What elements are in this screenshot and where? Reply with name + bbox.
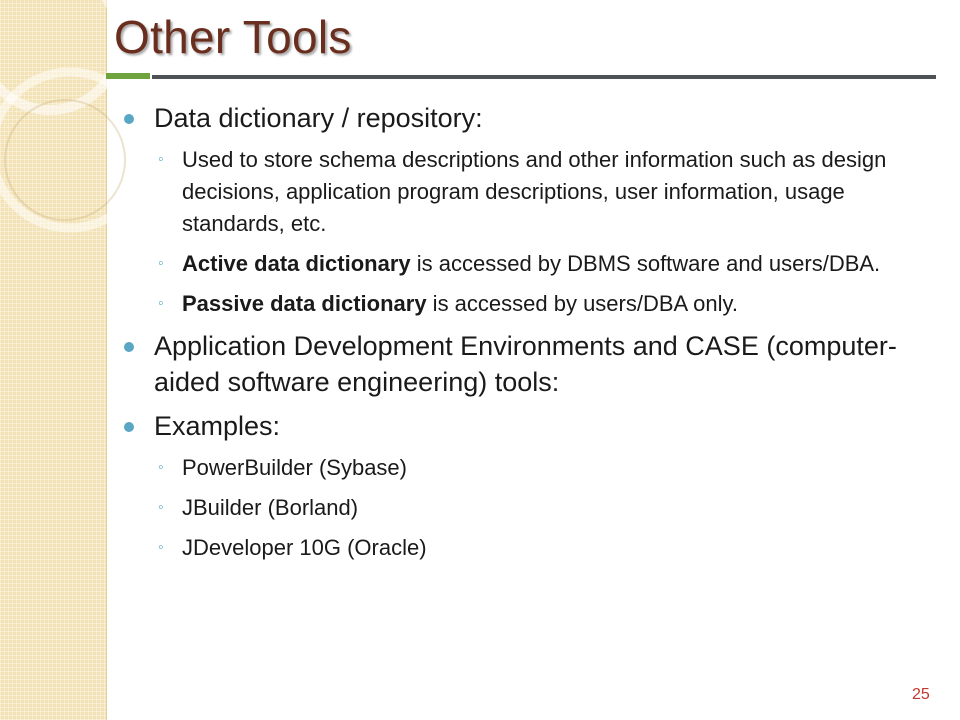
list-item-bold: Passive data dictionary xyxy=(182,291,427,316)
bullet-ring-icon: ◦ xyxy=(158,151,164,168)
list-item-text: Application Development Environments and CASE (computer-aided software engineering) tools: xyxy=(154,331,897,397)
bullet-ring-icon: ◦ xyxy=(158,459,164,476)
list-item xyxy=(124,100,944,136)
list-item-text: is accessed by DBMS software and users/DBA. xyxy=(410,251,881,276)
list-item xyxy=(124,248,944,280)
list-item-text: Data dictionary / repository: xyxy=(154,103,483,133)
list-item-text: PowerBuilder (Sybase) xyxy=(182,455,407,480)
bullet-ring-icon: ◦ xyxy=(158,499,164,516)
list-item xyxy=(124,492,944,524)
list-item-text: JBuilder (Borland) xyxy=(182,495,359,520)
title-accent-bar xyxy=(106,73,150,79)
list-item-text: is accessed by users/DBA only. xyxy=(426,291,738,316)
bullet-dot-icon xyxy=(124,342,134,352)
page-number: 25 xyxy=(912,686,930,703)
bullet-dot-icon xyxy=(124,114,134,124)
list-item xyxy=(124,408,944,444)
title-rule xyxy=(152,75,936,79)
bullet-ring-icon: ◦ xyxy=(158,255,164,272)
list-item xyxy=(124,532,944,564)
sidebar-decoration xyxy=(0,0,107,720)
bullet-dot-icon xyxy=(124,422,134,432)
list-item-text: Examples: xyxy=(154,411,281,441)
slide-body xyxy=(124,100,944,572)
slide-title: Other Tools xyxy=(114,11,352,63)
list-item-text: Used to store schema descriptions and other information such as design decisions, application program descriptions, user information, usage standards, etc. xyxy=(182,147,887,236)
list-item xyxy=(124,328,944,400)
bullet-ring-icon: ◦ xyxy=(158,539,164,556)
list-item-bold: Active data dictionary xyxy=(182,251,411,276)
list-item xyxy=(124,452,944,484)
list-item xyxy=(124,288,944,320)
list-item-text: JDeveloper 10G (Oracle) xyxy=(182,535,427,560)
bullet-ring-icon: ◦ xyxy=(158,295,164,312)
list-item xyxy=(124,144,944,240)
